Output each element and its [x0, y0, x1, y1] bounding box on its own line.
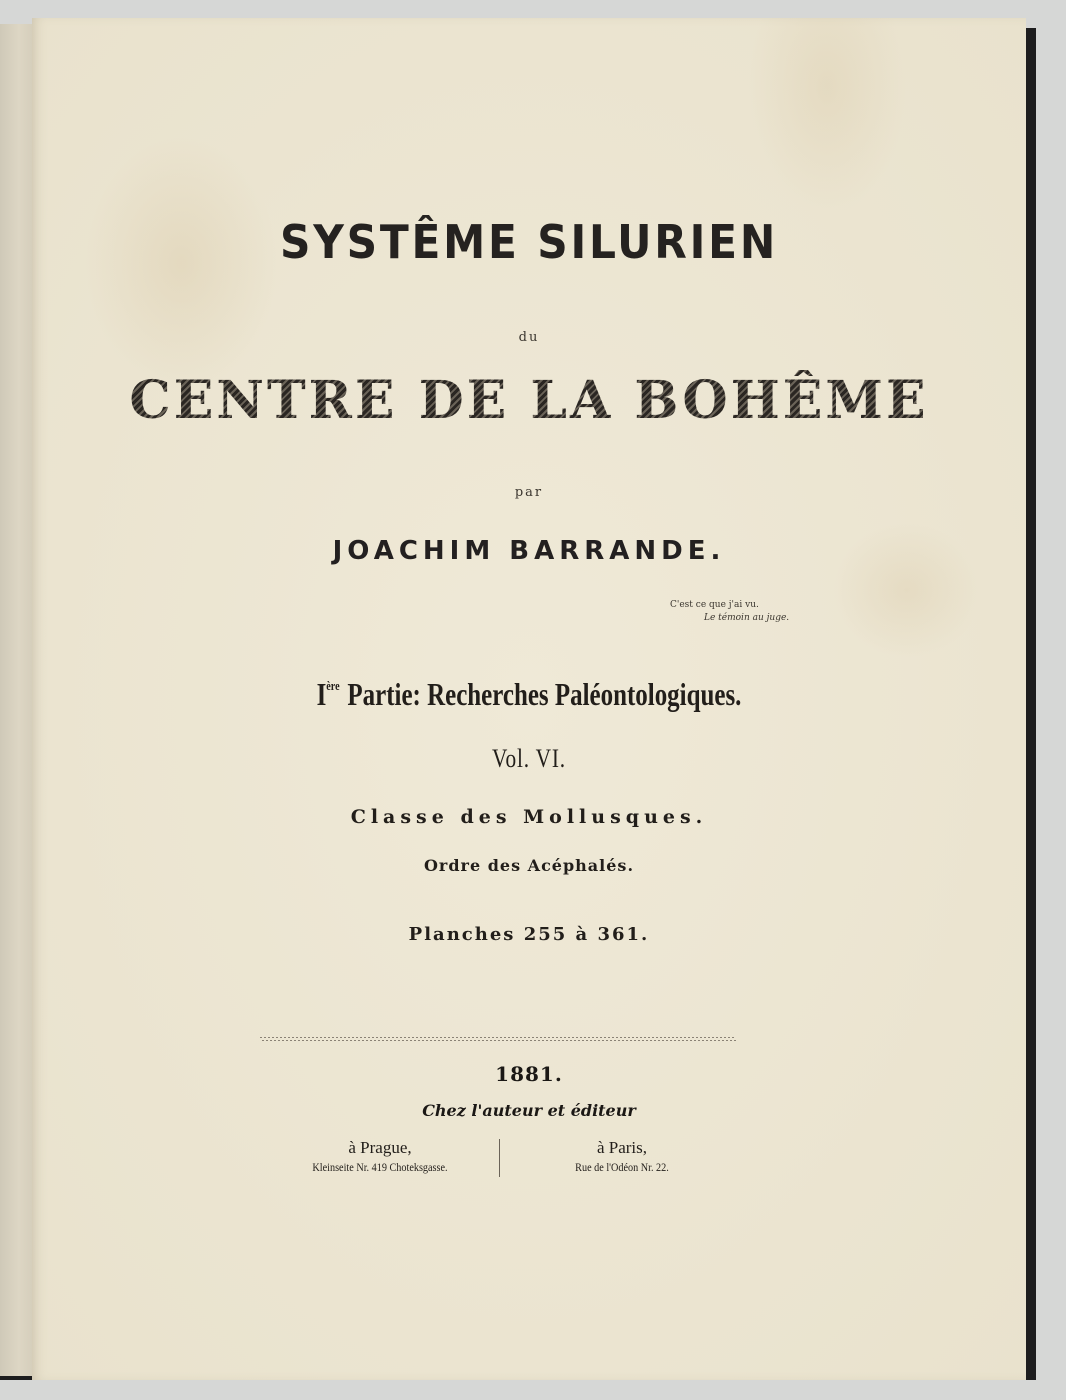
- address-paris: [502, 1138, 742, 1175]
- main-title: SYSTÊME SILURIEN: [279, 215, 779, 269]
- connector-par: par: [514, 485, 544, 500]
- part-heading: [141, 676, 916, 713]
- publication-year: 1881.: [495, 1062, 563, 1086]
- planches-line: Planches 255 à 361.: [408, 924, 650, 945]
- address-divider: [499, 1139, 500, 1177]
- subtitle-text: CENTRE DE LA BOHÊME: [129, 370, 929, 431]
- connector-du: du: [518, 330, 540, 345]
- address-city: à Paris,: [596, 1138, 648, 1157]
- publisher-line: Chez l'auteur et éditeur: [422, 1101, 636, 1120]
- address-prague: [260, 1138, 500, 1175]
- part-ordinal: I: [316, 676, 327, 712]
- title-page: [32, 18, 1026, 1380]
- part-label: Partie: Recherches Paléontologiques.: [347, 676, 742, 712]
- ordre-line: Ordre des Acéphalés.: [423, 856, 635, 875]
- address-street: Kleinseite Nr. 419 Choteksgasse.: [312, 1160, 448, 1174]
- volume-number: Vol. VI.: [492, 744, 566, 773]
- ornamental-rule: [260, 1037, 736, 1041]
- epigraph: [652, 600, 852, 623]
- part-ordinal-suffix: ère: [326, 678, 340, 693]
- classe-line: Classe des Mollusques.: [350, 806, 708, 828]
- address-street: Rue de l'Odéon Nr. 22.: [575, 1160, 669, 1174]
- epigraph-attribution: Le témoin au juge.: [704, 613, 790, 623]
- epigraph-quote: C'est ce que j'ai vu.: [670, 600, 759, 610]
- subtitle: [32, 370, 1026, 431]
- address-city: à Prague,: [348, 1138, 412, 1157]
- author-name: JOACHIM BARRANDE.: [332, 536, 726, 566]
